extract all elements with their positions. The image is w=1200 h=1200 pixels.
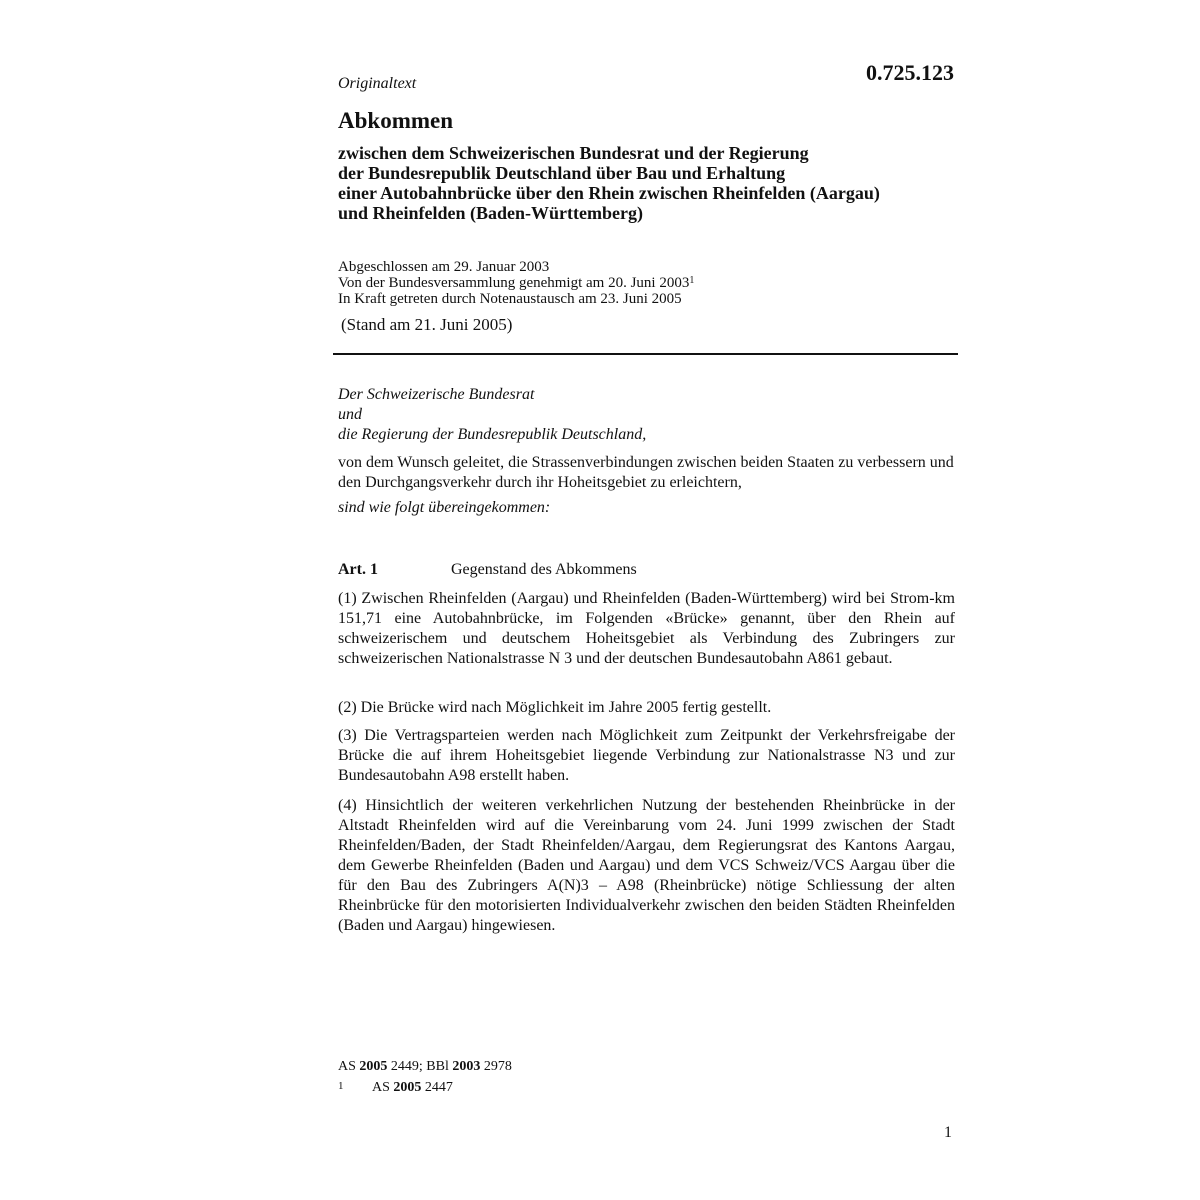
as-year: 2005 bbox=[359, 1059, 388, 1074]
concluded-date: Abgeschlossen am 29. Januar 2003 bbox=[338, 259, 550, 275]
sr-number: 0.725.123 bbox=[866, 60, 954, 85]
status-date: (Stand am 21. Juni 2005) bbox=[341, 315, 513, 334]
approved-text: Von der Bundesversammlung genehmigt am 20. Juni 2003 bbox=[338, 275, 690, 291]
document-meta bbox=[338, 259, 694, 307]
footnote-year: 2005 bbox=[393, 1080, 422, 1095]
article-number: Art. 1 bbox=[338, 561, 378, 578]
article-paragraph: (2) Die Brücke wird nach Möglichkeit im Jahre 2005 fertig gestellt. bbox=[338, 699, 772, 716]
approved-date bbox=[338, 275, 694, 291]
article-paragraph: (4) Hinsichtlich der weiteren verkehrlichen Nutzung der bestehenden Rheinbrücke in der Altstadt Rheinfelden wird auf die Vereinbarung vom 24. Juni 1999 zwischen der Stadt Rheinfelden/Baden, der Stadt Rheinfelden/Aargau, dem Regierungsrat des Kantons Aargau, dem Gewerbe Rheinfelden (Baden und Aargau) und dem VCS Schweiz/VCS Aargau über die für den Bau des Zubringers A(N)3 – A98 (Rheinbrücke) nötige Schliessung der alten Rheinbrücke für den motorisierten Individualverkehr zwischen den beiden Städten Rheinfelden (Baden und Aargau) hingewiesen. bbox=[338, 797, 955, 934]
preamble-conjunction: und bbox=[338, 406, 362, 423]
as-page: 2449; bbox=[390, 1059, 423, 1074]
footnote-mark: 1 bbox=[338, 1080, 344, 1092]
document-title: Abkommen bbox=[338, 108, 454, 133]
party-switzerland: Der Schweizerische Bundesrat bbox=[338, 386, 535, 403]
subtitle-line: der Bundesrepublik Deutschland über Bau und Erhaltung bbox=[338, 163, 786, 183]
footnote-page: 2447 bbox=[424, 1080, 453, 1095]
in-force-date: In Kraft getreten durch Notenaustausch am 23. Juni 2005 bbox=[338, 291, 682, 307]
party-germany: die Regierung der Bundesrepublik Deutschland, bbox=[338, 426, 647, 443]
bbl-year: 2003 bbox=[452, 1059, 481, 1074]
publication-reference bbox=[338, 1059, 512, 1075]
preamble-intro: von dem Wunsch geleitet, die Strassenverbindungen zwischen beiden Staaten zu verbessern und den Durchgangsverkehr durch ihr Hoheitsgebiet zu erleichtern, bbox=[338, 454, 954, 491]
page-number: 1 bbox=[944, 1124, 952, 1141]
article-title: Gegenstand des Abkommens bbox=[451, 561, 637, 578]
subtitle-line: zwischen dem Schweizerischen Bundesrat und der Regierung bbox=[338, 143, 809, 163]
header-divider bbox=[333, 353, 958, 355]
preamble-agreed: sind wie folgt übereingekommen: bbox=[338, 499, 551, 516]
document-subtitle bbox=[338, 143, 978, 223]
as-prefix: AS bbox=[338, 1059, 356, 1074]
preamble-parties bbox=[338, 385, 646, 445]
subtitle-line: und Rheinfelden (Baden-Württemberg) bbox=[338, 203, 643, 223]
footnote bbox=[338, 1080, 453, 1096]
footnote-ref[interactable]: 1 bbox=[689, 275, 695, 286]
footnote-prefix: AS bbox=[372, 1080, 390, 1095]
subtitle-line: einer Autobahnbrücke über den Rhein zwischen Rheinfelden (Aargau) bbox=[338, 183, 880, 203]
document-label: Originaltext bbox=[338, 75, 417, 92]
article-paragraph: (3) Die Vertragsparteien werden nach Möglichkeit zum Zeitpunkt der Verkehrsfreigabe der Brücke die auf ihrem Hoheitsgebiet liegende Verbindung zur Nationalstrasse N3 und zur Bundesautobahn A98 erstellt haben. bbox=[338, 727, 955, 784]
bbl-prefix: BBl bbox=[426, 1059, 449, 1074]
bbl-page: 2978 bbox=[483, 1059, 512, 1074]
article-paragraph: (1) Zwischen Rheinfelden (Aargau) und Rheinfelden (Baden-Württemberg) wird bei Strom-km 151,71 eine Autobahnbrücke, im Folgenden «Brücke» genannt, über den Rhein auf schweizerischem und deutschem Hoheitsgebiet als Verbindung des Zubringers zur schweizerischen Nationalstrasse N 3 und der deutschen Bundesautobahn A861 gebaut. bbox=[338, 590, 955, 667]
